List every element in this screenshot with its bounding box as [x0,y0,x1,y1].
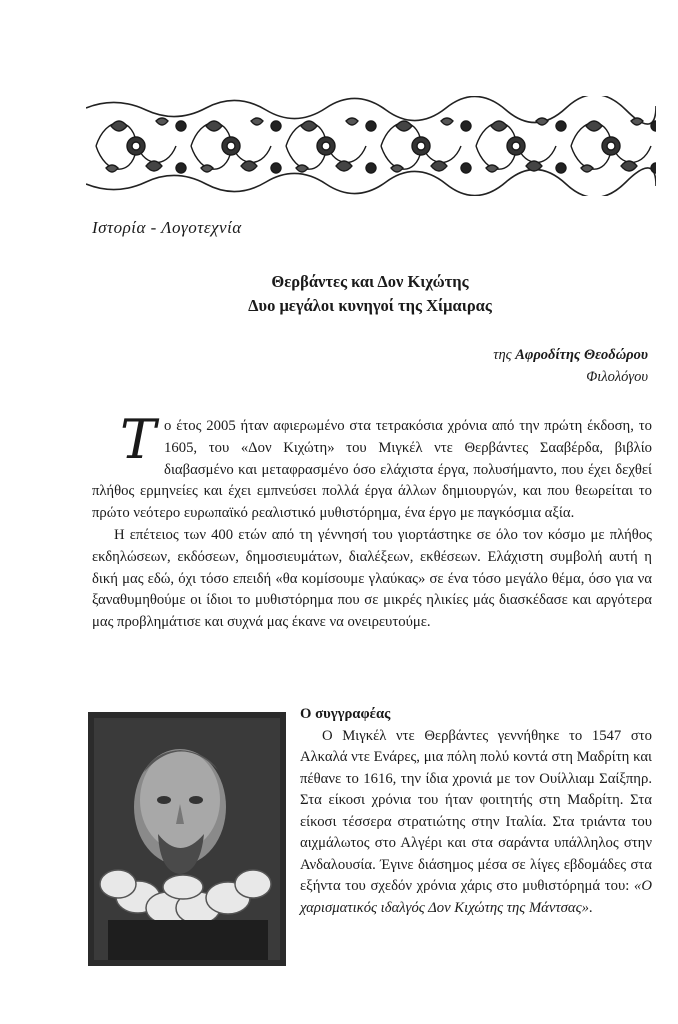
author-block [493,344,648,388]
author-section [300,704,652,919]
article-title [90,270,650,318]
article-body [92,408,652,634]
section-subhead: Ο συγγραφέας [300,706,391,722]
author-line [493,344,648,366]
cervantes-portrait-icon [88,712,286,966]
author-prefix: της [493,347,516,363]
paragraph-1-text: ο έτος 2005 ήταν αφιερωμένο στα τετρακόσια χρόνια από την πρώτη έκδοση, το 1605, του «Δον Κιχώτη» του Μιγκέλ ντε Θερβάντες Σααβέρδα, βιβλίο διαβασμένο και μεταφρασμένο όσο ελάχιστα έργα, πολυσήμαντο, που έχει δεχθεί πλήθος ερμηνείες και έχει εμπνεύσει πολλά έργα άλλων δημιουργών, και που θεωρείται το πρώτο νεότερο ευρωπαϊκό ρεαλιστικό μυθιστόρημα, ένα έργο με παγκόσμια αξία. [92,418,652,522]
floral-ornament-icon [86,96,656,196]
author-name: Αφροδίτης Θεοδώρου [515,347,648,363]
paragraph-2: Η επέτειος των 400 ετών από τη γέννησή του γιορτάστηκε σε όλο τον κόσμο με πλήθος εκδηλώσεων, εκδόσεων, δημοσιευμάτων, διαλέξεων, εκθέσεων. Ελάχιστη συμβολή αυτή η δική μας εδώ, όχι τόσο επειδή «θα κομίσουμε γλαύκας» σε ένα τόσο μεγάλο θέμα, όσο για να ξαναθυμηθούμε οι ίδιοι το μυθιστόρημα που σε μικρές ηλικίες μάς διασκέδασε και αργότερα μας προβλημάτισε και συχνά μας έκανε να ονειρευτούμε. [92,526,652,631]
paragraph-3-book-title: «Ο χαρισματικός ιδαλγός Δον Κιχώτης της Μάντσας» [300,878,652,916]
section-label: Ιστορία - Λογοτεχνία [92,218,242,237]
article-title-line-1: Θερβάντες και Δον Κιχώτης [271,272,469,291]
paragraph-3-end: . [588,899,593,916]
drop-cap: Τ [120,408,157,471]
paragraph-3 [300,726,652,920]
paragraph-3-text: Ο Μιγκέλ ντε Θερβάντες γεννήθηκε το 1547 στο Αλκαλά ντε Ενάρες, μια πόλη πολύ κοντά στη Μαδρίτη και πέθανε το 1616, την ίδια χρονιά με τον Ουίλλιαμ Σαίξπηρ. Στα είκοσι χρόνια του ήταν φοιτητής στη Μαδρίτη. Στα είκοσι τέσσερα στρατιώτης στην Ιταλία. Στα τριάντα του αιχμάλωτος στο Αλγέρι και στα σαράντα υπάλληλος στην Ανδαλουσία. Έγινε διάσημος μέσα σε λίγες εβδομάδες στα εξήντα του σχεδόν χρόνια χάρις στο μυθιστόρημά του: [300,727,652,894]
paragraph-1 [92,408,652,525]
author-role: Φιλολόγου [586,369,648,385]
article-title-line-2: Δυο μεγάλοι κυνηγοί της Χίμαιρας [248,296,492,315]
